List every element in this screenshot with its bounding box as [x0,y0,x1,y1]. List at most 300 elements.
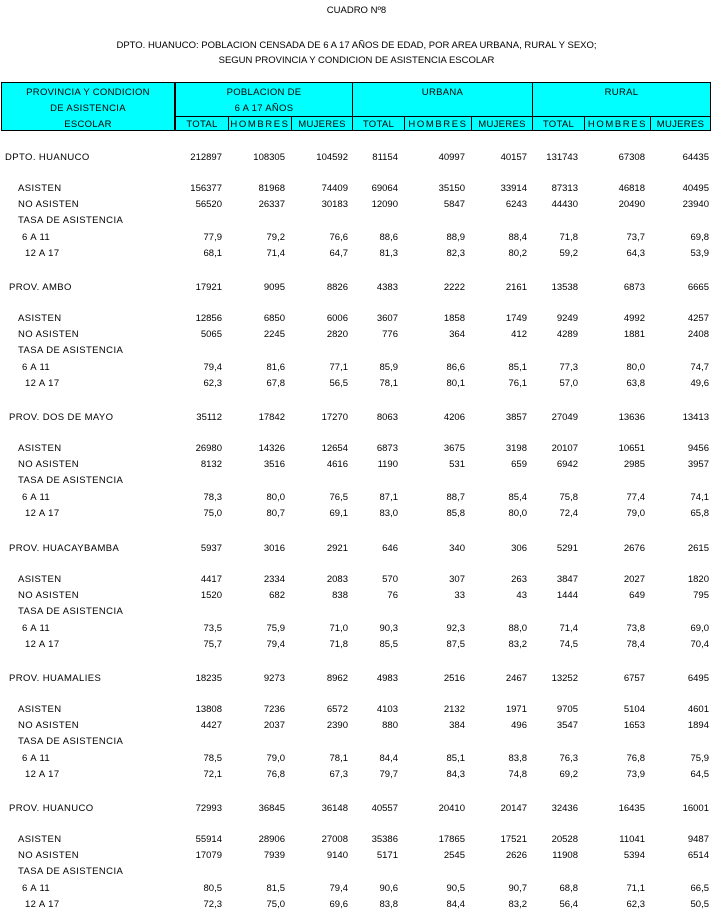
cell-value: 17865 [438,834,465,845]
cell-value: 2037 [263,720,285,731]
cell-value: 3547 [556,720,578,731]
cell-value: 59,2 [559,248,578,259]
table-row [0,443,713,459]
cell-value: 8063 [376,412,398,423]
cell-value: 2626 [505,850,527,861]
cell-value: 83,0 [379,508,398,519]
cell-value: 6757 [623,673,645,684]
cell-value: 81,5 [266,883,285,894]
header-row-label-line3: ESCOLAR [64,119,112,130]
cell-value: 1858 [443,313,465,324]
cell-value: 6850 [263,313,285,324]
cell-value: 5291 [556,543,578,554]
table-row [0,459,713,475]
cell-value: 85,8 [446,508,465,519]
cell-value: 79,4 [203,362,222,373]
cell-value: 74,7 [690,362,709,373]
cell-value: 2615 [687,543,709,554]
cell-value: 4257 [687,313,709,324]
cell-value: 56520 [195,199,222,210]
cell-value: 76,6 [329,232,348,243]
cell-value: 33914 [500,183,527,194]
cell-value: 9140 [326,850,348,861]
cell-value: 87,1 [379,492,398,503]
cell-value: 6942 [556,459,578,470]
row-label: NO ASISTEN [18,720,80,731]
row-label: 12 A 17 [25,248,60,259]
cell-value: 2921 [326,543,348,554]
cell-value: 3516 [263,459,285,470]
cell-value: 2161 [505,282,527,293]
cell-value: 1820 [687,574,709,585]
cell-value: 4289 [556,329,578,340]
table-row [0,753,713,769]
cell-value: 76 [387,590,398,601]
cell-value: 92,3 [446,623,465,634]
row-label: 6 A 11 [22,492,51,503]
cell-value: 30183 [321,199,348,210]
cell-value: 2408 [687,329,709,340]
cell-value: 1881 [623,329,645,340]
province-name: PROV. HUAMALIES [9,673,102,684]
cell-value: 1894 [687,720,709,731]
cell-value: 17521 [500,834,527,845]
cell-value: 67,3 [329,769,348,780]
cell-value: 307 [449,574,465,585]
cell-value: 64,3 [626,248,645,259]
cell-value: 2390 [326,720,348,731]
cell-value: 75,7 [203,639,222,650]
header-group-urbana: URBANA [421,87,464,98]
province-name: PROV. HUACAYBAMBA [9,543,120,554]
cell-value: 412 [511,329,527,340]
table-row [0,378,713,394]
cell-value: 1444 [556,590,578,601]
cell-value: 2545 [443,850,465,861]
cell-value: 2985 [623,459,645,470]
table-row [0,183,713,199]
cell-value: 6514 [687,850,709,861]
cell-value: 70,4 [690,639,709,650]
cell-value: 75,9 [690,753,709,764]
cell-value: 43 [516,590,527,601]
row-label: TASA DE ASISTENCIA [18,866,124,877]
table-row [0,704,713,720]
row-label: 12 A 17 [25,769,60,780]
cell-value: 78,1 [329,753,348,764]
cell-value: 2676 [623,543,645,554]
cell-value: 67308 [618,152,645,163]
cell-value: 81968 [258,183,285,194]
cell-value: 83,8 [508,753,527,764]
cell-value: 36845 [258,803,285,814]
cell-value: 68,1 [203,248,222,259]
cell-value: 20147 [500,803,527,814]
cell-value: 880 [382,720,398,731]
table-row [0,329,713,345]
cell-value: 83,2 [508,899,527,910]
cell-value: 2516 [443,673,465,684]
cell-value: 3675 [443,443,465,454]
table-row [0,590,713,606]
cell-value: 156377 [190,183,222,194]
cell-value: 16435 [618,803,645,814]
cell-value: 6572 [326,704,348,715]
cell-value: 72,1 [203,769,222,780]
cell-value: 72993 [195,803,222,814]
cell-value: 79,2 [266,232,285,243]
table-row [0,345,713,361]
table-row [0,639,713,655]
cell-value: 9456 [687,443,709,454]
cell-value: 6243 [505,199,527,210]
cell-value: 340 [449,543,465,554]
cell-value: 8962 [326,673,348,684]
cell-value: 2334 [263,574,285,585]
cell-value: 85,4 [508,492,527,503]
province-row [0,412,713,428]
row-label: NO ASISTEN [18,199,80,210]
cell-value: 2820 [326,329,348,340]
cell-value: 12856 [195,313,222,324]
table-header [1,82,711,131]
cell-value: 26980 [195,443,222,454]
cell-value: 90,6 [379,883,398,894]
cell-value: 62,3 [203,378,222,389]
cell-value: 79,4 [329,883,348,894]
header-sub-hombres: HOMBRES [587,119,648,130]
cell-value: 49,6 [690,378,709,389]
cell-value: 23940 [682,199,709,210]
cell-value: 69064 [371,183,398,194]
cell-value: 81,6 [266,362,285,373]
province-row [0,543,713,559]
cell-value: 27008 [321,834,348,845]
table-row [0,362,713,378]
cell-value: 40557 [371,803,398,814]
row-label: TASA DE ASISTENCIA [18,475,124,486]
cell-value: 83,2 [508,639,527,650]
row-label: 6 A 11 [22,753,51,764]
cell-value: 79,7 [379,769,398,780]
cell-value: 6873 [376,443,398,454]
header-group-poblacion-line2: 6 A 17 AÑOS [234,103,294,114]
cell-value: 17842 [258,412,285,423]
cell-value: 69,6 [329,899,348,910]
cell-value: 69,0 [690,623,709,634]
cell-value: 73,8 [626,623,645,634]
row-label: TASA DE ASISTENCIA [18,345,124,356]
cell-value: 2083 [326,574,348,585]
cell-value: 81,3 [379,248,398,259]
header-sub-total: TOTAL [542,119,575,130]
row-label: TASA DE ASISTENCIA [18,736,124,747]
cell-value: 26337 [258,199,285,210]
cell-value: 75,8 [559,492,578,503]
cell-value: 53,9 [690,248,709,259]
cell-value: 73,9 [626,769,645,780]
cell-value: 4601 [687,704,709,715]
table-row [0,883,713,899]
cell-value: 74409 [321,183,348,194]
cell-value: 84,3 [446,769,465,780]
cell-value: 69,1 [329,508,348,519]
cell-value: 62,3 [626,899,645,910]
cell-value: 6006 [326,313,348,324]
header-sub-mujeres: MUJERES [298,119,346,130]
cell-value: 11908 [552,850,578,861]
row-label: ASISTEN [18,574,62,585]
header-row-label-line2: DE ASISTENCIA [50,103,126,114]
cell-value: 5847 [443,199,465,210]
cell-value: 77,3 [559,362,578,373]
cell-value: 85,5 [379,639,398,650]
cell-value: 5104 [623,704,645,715]
cell-value: 3957 [687,459,709,470]
cell-value: 212897 [190,152,222,163]
cell-value: 68,8 [559,883,578,894]
cell-value: 88,6 [379,232,398,243]
cell-value: 263 [511,574,527,585]
cell-value: 4206 [443,412,465,423]
cell-value: 13808 [195,704,222,715]
cell-value: 64,7 [329,248,348,259]
table-row [0,866,713,882]
header-sub-mujeres: MUJERES [656,119,705,130]
cell-value: 531 [449,459,465,470]
province-name: PROV. DOS DE MAYO [9,412,114,423]
cell-value: 71,1 [626,883,645,894]
cell-value: 87,5 [446,639,465,650]
cell-value: 56,5 [329,378,348,389]
cell-value: 69,8 [690,232,709,243]
cell-value: 4983 [376,673,398,684]
header-sub-hombres: HOMBRES [230,119,290,130]
cell-value: 76,8 [266,769,285,780]
cell-value: 71,4 [266,248,285,259]
table-row [0,492,713,508]
cell-value: 81154 [372,152,398,163]
cell-value: 4616 [326,459,348,470]
cell-value: 364 [449,329,465,340]
cell-value: 3857 [505,412,527,423]
cell-value: 78,1 [379,378,398,389]
cell-value: 66,5 [690,883,709,894]
cell-value: 80,5 [203,883,222,894]
cell-value: 5171 [376,850,398,861]
cell-value: 64,5 [690,769,709,780]
cell-value: 77,9 [203,232,222,243]
row-label: ASISTEN [18,704,62,715]
row-label: 6 A 11 [22,623,51,634]
cell-value: 88,7 [446,492,465,503]
cell-value: 65,8 [690,508,709,519]
cell-value: 838 [332,590,348,601]
cell-value: 77,1 [329,362,348,373]
cell-value: 20410 [438,803,465,814]
header-sub-mujeres: MUJERES [478,119,526,130]
cell-value: 20107 [551,443,578,454]
cell-value: 74,5 [559,639,578,650]
cell-value: 73,7 [626,232,645,243]
cell-value: 85,1 [446,753,465,764]
province-name: DPTO. HUANUCO [5,152,90,163]
cell-value: 87313 [551,183,578,194]
cell-value: 17079 [195,850,222,861]
header-sub-hombres: HOMBRES [408,119,468,130]
header-sub-total: TOTAL [362,119,395,130]
table-row [0,313,713,329]
cell-value: 4992 [623,313,645,324]
header-group-poblacion-line1: POBLACION DE [226,87,302,98]
row-label: ASISTEN [18,313,62,324]
cell-value: 7236 [263,704,285,715]
cell-value: 72,3 [203,899,222,910]
cell-value: 2245 [263,329,285,340]
cell-value: 682 [269,590,285,601]
province-name: PROV. HUANUCO [9,803,94,814]
cell-value: 44430 [551,199,578,210]
cell-value: 4383 [376,282,398,293]
table-row [0,623,713,639]
cell-value: 76,8 [626,753,645,764]
cell-value: 35386 [371,834,398,845]
table-row [0,606,713,622]
table-row [0,248,713,264]
cell-value: 55914 [195,834,222,845]
cell-value: 9705 [556,704,578,715]
cell-value: 86,6 [446,362,465,373]
cell-value: 9095 [263,282,285,293]
cell-value: 40495 [682,183,709,194]
cell-value: 7939 [263,850,285,861]
row-label: 12 A 17 [25,378,60,389]
header-group-rural: RURAL [604,87,639,98]
cell-value: 40997 [438,152,465,163]
cell-value: 74,8 [508,769,527,780]
cell-value: 10651 [618,443,645,454]
province-name: PROV. AMBO [9,282,72,293]
cell-value: 2222 [443,282,465,293]
cell-value: 8132 [200,459,222,470]
cell-value: 13413 [682,412,709,423]
cell-value: 88,4 [508,232,527,243]
cell-value: 795 [693,590,709,601]
province-row [0,152,713,168]
row-label: NO ASISTEN [18,850,80,861]
cell-value: 20528 [551,834,578,845]
table-row [0,769,713,785]
cell-value: 12654 [321,443,348,454]
cell-value: 40157 [500,152,527,163]
cell-value: 13538 [551,282,578,293]
table-row [0,850,713,866]
cell-value: 75,9 [266,623,285,634]
cell-value: 1749 [505,313,527,324]
table-row [0,574,713,590]
cell-value: 80,0 [626,362,645,373]
cell-value: 5394 [623,850,645,861]
cell-value: 28906 [258,834,285,845]
table-row [0,736,713,752]
table-number: CUADRO Nº8 [326,5,387,16]
table-row [0,834,713,850]
table-row [0,232,713,248]
cell-value: 32436 [551,803,578,814]
cell-value: 5937 [200,543,222,554]
row-label: NO ASISTEN [18,459,80,470]
header-sub-total: TOTAL [186,119,218,130]
row-label: ASISTEN [18,834,62,845]
row-label: ASISTEN [18,183,62,194]
cell-value: 27049 [551,412,578,423]
cell-value: 36148 [321,803,348,814]
cell-value: 78,3 [203,492,222,503]
cell-value: 56,4 [559,899,578,910]
cell-value: 104592 [316,152,348,163]
cell-value: 33 [454,590,465,601]
province-row [0,673,713,689]
table-title-line1: DPTO. HUANUCO: POBLACION CENSADA DE 6 A 17 AÑOS DE EDAD, POR AREA URBANA, RURAL Y SEXO; [116,40,597,51]
cell-value: 570 [382,574,398,585]
cell-value: 85,9 [379,362,398,373]
cell-value: 1190 [377,459,398,470]
cell-value: 75,0 [203,508,222,519]
cell-value: 90,5 [446,883,465,894]
cell-value: 80,2 [508,248,527,259]
cell-value: 9273 [263,673,285,684]
cell-value: 18235 [195,673,222,684]
cell-value: 71,8 [559,232,578,243]
cell-value: 3198 [505,443,527,454]
cell-value: 646 [382,543,398,554]
cell-value: 85,1 [508,362,527,373]
cell-value: 384 [449,720,465,731]
cell-value: 17921 [195,282,222,293]
table-row [0,899,713,915]
cell-value: 80,7 [266,508,285,519]
cell-value: 78,4 [626,639,645,650]
cell-value: 8826 [326,282,348,293]
cell-value: 20490 [618,199,645,210]
row-label: TASA DE ASISTENCIA [18,215,124,226]
cell-value: 6665 [687,282,709,293]
cell-value: 2027 [623,574,645,585]
cell-value: 78,5 [203,753,222,764]
cell-value: 84,4 [446,899,465,910]
cell-value: 71,0 [329,623,348,634]
cell-value: 1520 [200,590,222,601]
cell-value: 72,4 [559,508,578,519]
cell-value: 6495 [687,673,709,684]
cell-value: 80,0 [508,508,527,519]
cell-value: 74,1 [690,492,709,503]
row-label: 6 A 11 [22,232,51,243]
cell-value: 131743 [546,152,578,163]
cell-value: 659 [511,459,527,470]
cell-value: 77,4 [626,492,645,503]
table-row [0,199,713,215]
row-label: NO ASISTEN [18,590,80,601]
cell-value: 90,3 [379,623,398,634]
cell-value: 11041 [619,834,645,845]
cell-value: 3016 [263,543,285,554]
table-row [0,720,713,736]
cell-value: 79,0 [266,753,285,764]
cell-value: 1971 [505,704,527,715]
cell-value: 83,8 [379,899,398,910]
cell-value: 4103 [376,704,398,715]
